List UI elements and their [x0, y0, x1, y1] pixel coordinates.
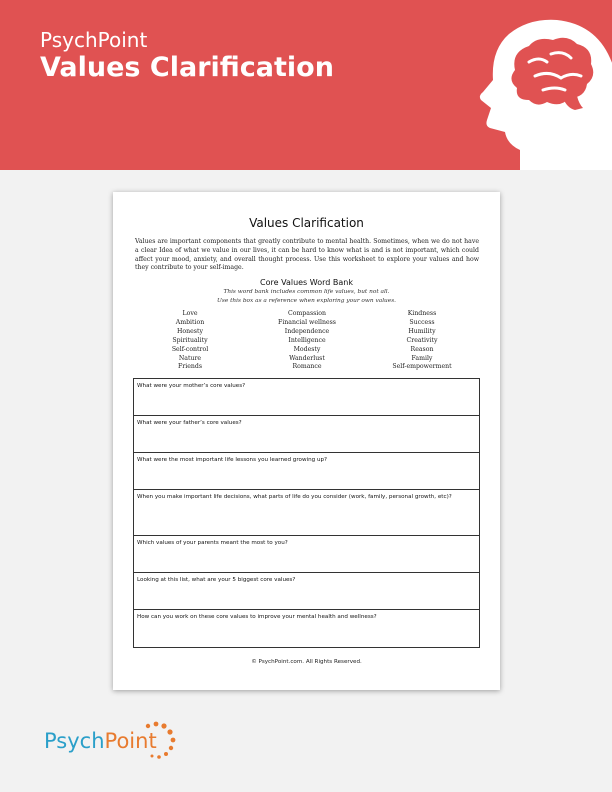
brand-name: PsychPoint — [40, 28, 148, 52]
question-row — [134, 536, 479, 573]
questions-box — [133, 378, 480, 648]
word-item: Honesty — [177, 327, 203, 335]
word-item: Nature — [178, 354, 202, 362]
question-text: Which values of your parents meant the most to you? — [137, 540, 288, 546]
word-item: Self-control — [171, 345, 209, 353]
word-item: Spirituality — [172, 336, 208, 344]
question-text: What were the most important life lessons you learned growing up? — [137, 457, 328, 463]
word-item: Modesty — [293, 345, 321, 353]
copyright-text: © PsychPoint.com. All Rights Reserved. — [251, 659, 362, 665]
dots-arc-icon — [140, 720, 180, 760]
word-item: Success — [409, 318, 435, 326]
question-row — [134, 610, 479, 647]
question-row — [134, 453, 479, 490]
word-bank-column-1 — [140, 310, 240, 372]
logo-psych: Psych — [44, 729, 105, 753]
question-text: What were your father’s core values? — [137, 420, 242, 426]
logo-point: Point — [104, 729, 157, 753]
word-bank-column-3 — [372, 310, 472, 372]
question-row — [134, 379, 479, 416]
word-item: Friends — [177, 363, 202, 371]
word-item: Ambition — [175, 318, 205, 326]
question-text: What were your mother’s core values? — [137, 383, 246, 389]
worksheet-preview — [113, 192, 500, 690]
word-item: Independence — [284, 327, 330, 335]
header-banner — [0, 0, 612, 170]
intro-paragraph: Values are important components that greatly contribute to mental health. Sometimes, when we do not have a clear Idea of what we value in our lives, it can be hard to know what is and is not important, which could affect your mood, anxiety, and overall thought process. Use this worksheet to explore your values and how they contribute to your self-image. — [135, 238, 479, 272]
word-item: Romance — [292, 363, 322, 371]
word-item: Kindness — [407, 310, 437, 317]
word-bank-subtitle-2: Use this box as a reference when exploring your own values. — [216, 298, 397, 304]
word-bank-title: Core Values Word Bank — [260, 278, 353, 287]
question-row — [134, 573, 479, 610]
word-item: Love — [182, 310, 198, 317]
word-item: Creativity — [406, 336, 438, 344]
word-item: Wanderlust — [289, 354, 325, 362]
page-title: Values Clarification — [40, 52, 334, 83]
worksheet-title: Values Clarification — [249, 216, 364, 230]
question-text: Looking at this list, what are your 5 biggest core values? — [137, 577, 296, 583]
question-row — [134, 490, 479, 536]
question-text: How can you work on these core values to improve your mental health and wellness? — [137, 614, 377, 620]
word-item: Humility — [408, 327, 436, 335]
word-item: Intelligence — [288, 336, 326, 344]
word-item: Family — [411, 354, 433, 362]
word-bank-subtitle-1: This word bank includes common life values, but not all. — [223, 289, 390, 295]
word-item: Reason — [410, 345, 434, 353]
word-item: Compassion — [287, 310, 327, 317]
word-item: Self-empowerment — [392, 363, 452, 371]
head-brain-icon — [445, 10, 612, 170]
word-item: Financial wellness — [278, 318, 336, 326]
question-row — [134, 416, 479, 453]
psychpoint-logo — [44, 720, 174, 760]
word-bank-column-2 — [257, 310, 357, 372]
question-text: When you make important life decisions, what parts of life do you consider (work, family, personal growth, etc)? — [137, 494, 452, 500]
